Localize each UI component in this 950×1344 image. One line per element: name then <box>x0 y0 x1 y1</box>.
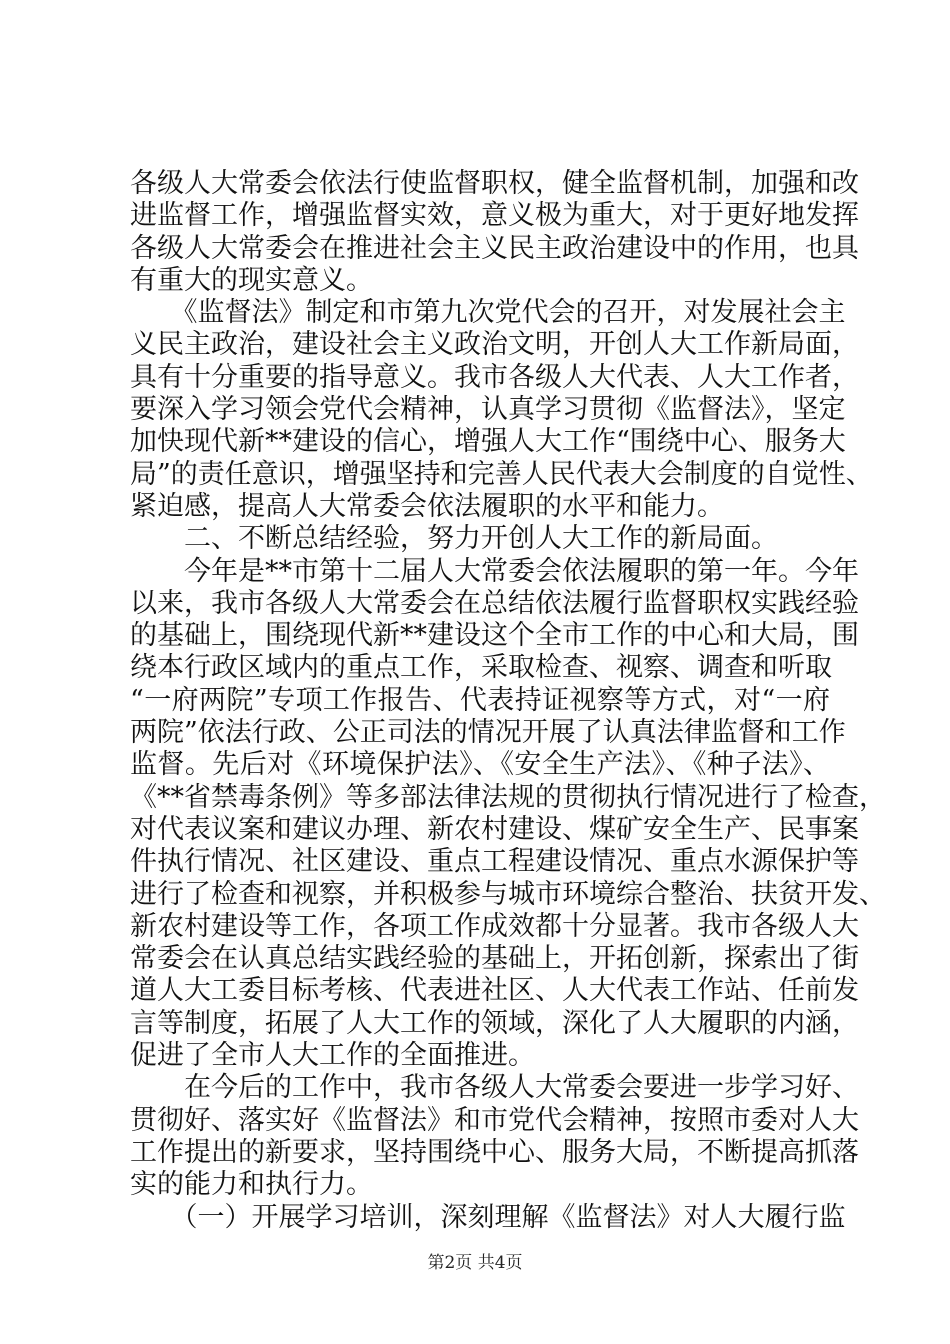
text-line: 以来，我市各级人大常委会在总结依法履行监督职权实践经验 <box>130 587 859 619</box>
text-line: 绕本行政区域内的重点工作，采取检查、视察、调查和听取 <box>130 652 832 684</box>
text-line: 紧迫感，提高人大常委会依法履职的水平和能力。 <box>130 490 724 522</box>
text-line: 《**省禁毒条例》等多部法律法规的贯彻执行情况进行了检查， <box>130 781 886 813</box>
text-line: 两院”依法行政、公正司法的情况开展了认真法律监督和工作 <box>130 717 846 749</box>
text-line: 加快现代新**建设的信心，增强人大工作“围绕中心、服务大 <box>130 426 846 458</box>
text-line: 进监督工作，增强监督实效，意义极为重大，对于更好地发挥 <box>130 200 859 232</box>
page-footer: 第2页 共4页 <box>427 1253 523 1273</box>
text-line: “一府两院”专项工作报告、代表持证视察等方式，对“一府 <box>130 684 830 716</box>
document-body <box>130 168 886 1234</box>
text-line: 新农村建设等工作，各项工作成效都十分显著。我市各级人大 <box>130 910 859 942</box>
text-line: 在今后的工作中，我市各级人大常委会要进一步学习好、 <box>130 1072 859 1104</box>
text-line: 实的能力和执行力。 <box>130 1169 373 1201</box>
text-line: 有重大的现实意义。 <box>130 264 373 296</box>
text-line: 具有十分重要的指导意义。我市各级人大代表、人大工作者， <box>130 361 859 393</box>
text-line: 的基础上，围绕现代新**建设这个全市工作的中心和大局，围 <box>130 620 859 652</box>
text-line: 工作提出的新要求，坚持围绕中心、服务大局，不断提高抓落 <box>130 1136 859 1168</box>
text-line: 今年是**市第十二届人大常委会依法履职的第一年。今年 <box>130 555 859 587</box>
text-line: 道人大工委目标考核、代表进社区、人大代表工作站、任前发 <box>130 975 859 1007</box>
text-line: 进行了检查和视察，并积极参与城市环境综合整治、扶贫开发、 <box>130 878 886 910</box>
text-line: 《监督法》制定和市第九次党代会的召开，对发展社会主 <box>130 297 846 329</box>
text-line: 要深入学习领会党代会精神，认真学习贯彻《监督法》，坚定 <box>130 394 846 426</box>
text-line: 对代表议案和建议办理、新农村建设、煤矿安全生产、民事案 <box>130 813 859 845</box>
text-line: 各级人大常委会依法行使监督职权，健全监督机制，加强和改 <box>130 168 859 199</box>
text-line: 促进了全市人大工作的全面推进。 <box>130 1040 535 1072</box>
text-line: 二、不断总结经验，努力开创人大工作的新局面。 <box>130 523 778 555</box>
text-line: 局”的责任意识，增强坚持和完善人民代表大会制度的自觉性、 <box>130 458 873 490</box>
text-line: 言等制度，拓展了人大工作的领域，深化了人大履职的内涵， <box>130 1007 859 1039</box>
text-line: 常委会在认真总结实践经验的基础上，开拓创新，探索出了街 <box>130 943 859 975</box>
text-line: 监督。先后对《环境保护法》、《安全生产法》、《种子法》、 <box>130 749 830 781</box>
text-line: 贯彻好、落实好《监督法》和市党代会精神，按照市委对人大 <box>130 1104 859 1136</box>
text-line: （一）开展学习培训，深刻理解《监督法》对人大履行监 <box>130 1201 846 1233</box>
text-line: 义民主政治，建设社会主义政治文明，开创人大工作新局面， <box>130 329 859 361</box>
text-line: 各级人大常委会在推进社会主义民主政治建设中的作用，也具 <box>130 232 859 264</box>
text-line: 件执行情况、社区建设、重点工程建设情况、重点水源保护等 <box>130 846 859 878</box>
